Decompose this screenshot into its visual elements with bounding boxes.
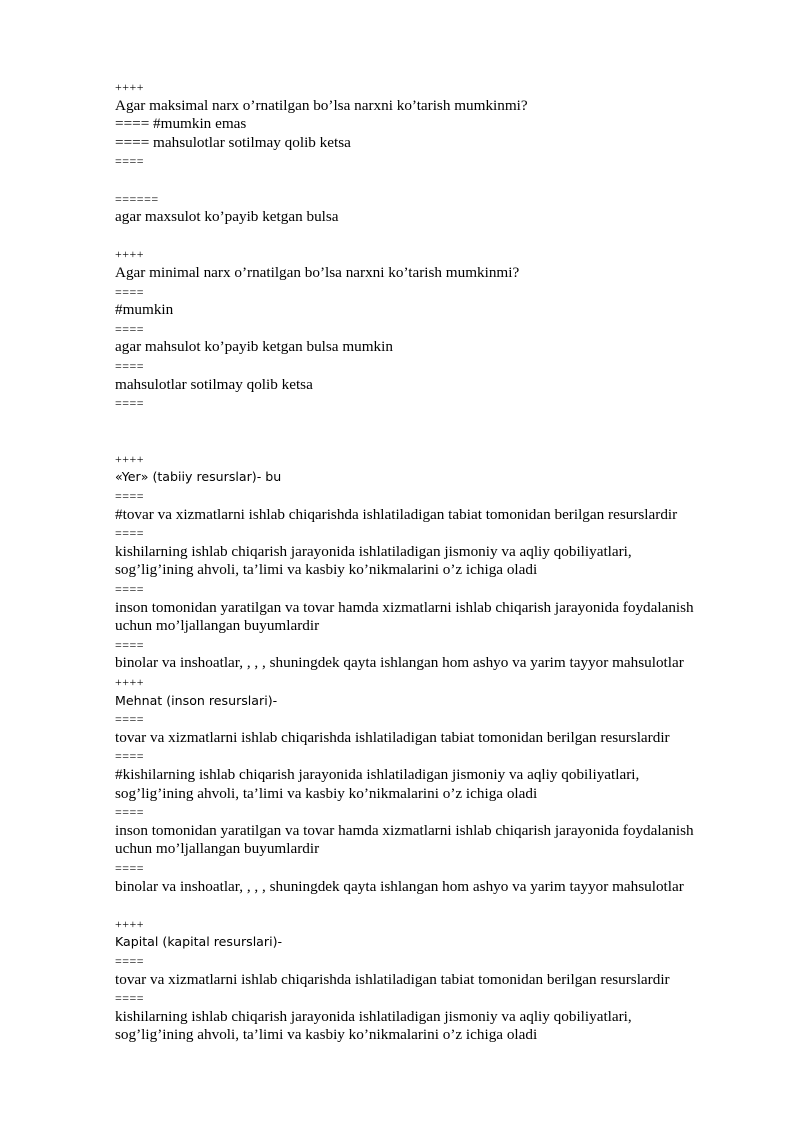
question-marker: ++++ — [115, 451, 145, 466]
separator: ==== — [115, 396, 145, 411]
question-text: Agar maksimal narx o’rnatilgan bo’lsa narxni ko’tarish mumkinmi? — [115, 96, 528, 114]
separator: ==== — [115, 154, 145, 169]
separator: ==== — [115, 582, 145, 597]
document-page — [115, 78, 755, 1045]
separator: ==== — [115, 860, 145, 875]
question-text: «Yer» (tabiiy resurslar)- bu — [115, 469, 282, 485]
separator: ==== — [115, 526, 145, 541]
separator: ==== — [115, 358, 145, 373]
answer-option: binolar va inshoatlar, , , , shuningdek qayta ishlangan hom ashyo va yarim tayyor mahsulotlar — [115, 877, 684, 895]
answer-option: kishilarning ishlab chiqarish jarayonida ishlatiladigan jismoniy va aqliy qobiliyatlari, — [115, 542, 632, 560]
question-marker: ++++ — [115, 916, 145, 931]
question-marker: ++++ — [115, 675, 145, 689]
question-marker: ++++ — [115, 247, 145, 262]
answer-option-continued: uchun mo’ljallangan buyumlardir — [115, 840, 320, 858]
separator: ==== — [115, 712, 145, 727]
answer-option-continued: sog’lig’ining ahvoli, ta’limi va kasbiy ko’nikmalarini o’z ichiga oladi — [115, 1026, 538, 1044]
answer-option: kishilarning ishlab chiqarish jarayonida ishlatiladigan jismoniy va aqliy qobiliyatlari, — [115, 1007, 632, 1025]
answer-option: binolar va inshoatlar, , , , shuningdek qayta ishlangan hom ashyo va yarim tayyor mahsulotlar — [115, 654, 684, 672]
answer-option: #mumkin — [115, 301, 174, 319]
answer-option: agar mahsulot ko’payib ketgan bulsa mumkin — [115, 338, 393, 356]
separator: ==== — [115, 991, 145, 1006]
question-text: Kapital (kapital resurslari)- — [115, 934, 283, 950]
answer-option: #tovar va xizmatlarni ishlab chiqarishda ishlatiladigan tabiat tomonidan berilgan resurslardir — [115, 505, 678, 523]
blank-line — [115, 227, 755, 246]
answer-option: ==== mahsulotlar sotilmay qolib ketsa — [115, 133, 351, 151]
separator: ==== — [115, 284, 145, 299]
blank-line — [115, 171, 755, 190]
question-text: Mehnat (inson resurslari)- — [115, 692, 278, 708]
answer-option-continued: sog’lig’ining ahvoli, ta’limi va kasbiy ko’nikmalarini o’z ichiga oladi — [115, 561, 538, 579]
separator: ==== — [115, 637, 145, 652]
separator: ==== — [115, 953, 145, 968]
answer-option: mahsulotlar sotilmay qolib ketsa — [115, 375, 313, 393]
answer-option-continued: uchun mo’ljallangan buyumlardir — [115, 617, 320, 635]
separator: ==== — [115, 321, 145, 336]
separator: ==== — [115, 749, 145, 764]
question-text: Agar minimal narx o’rnatilgan bo’lsa narxni ko’tarish mumkinmi? — [115, 263, 520, 281]
separator: ====== — [115, 191, 159, 206]
answer-option: inson tomonidan yaratilgan va tovar hamda xizmatlarni ishlab chiqarish jarayonida foydalanish — [115, 821, 694, 839]
answer-option-continued: sog’lig’ining ahvoli, ta’limi va kasbiy ko’nikmalarini o’z ichiga oladi — [115, 784, 538, 802]
answer-option: agar maxsulot ko’payib ketgan bulsa — [115, 208, 339, 226]
answer-option: ==== #mumkin emas — [115, 115, 247, 133]
blank-line — [115, 896, 755, 915]
answer-option: inson tomonidan yaratilgan va tovar hamda xizmatlarni ishlab chiqarish jarayonida foydalanish — [115, 598, 694, 616]
separator: ==== — [115, 805, 145, 820]
question-marker: ++++ — [115, 80, 145, 94]
answer-option: tovar va xizmatlarni ishlab chiqarishda ishlatiladigan tabiat tomonidan berilgan resurslardir — [115, 728, 670, 746]
answer-option: #kishilarning ishlab chiqarish jarayonida ishlatiladigan jismoniy va aqliy qobiliyatlari, — [115, 765, 640, 783]
separator: ==== — [115, 489, 145, 504]
blank-line — [115, 413, 755, 450]
answer-option: tovar va xizmatlarni ishlab chiqarishda ishlatiladigan tabiat tomonidan berilgan resurslardir — [115, 970, 670, 988]
